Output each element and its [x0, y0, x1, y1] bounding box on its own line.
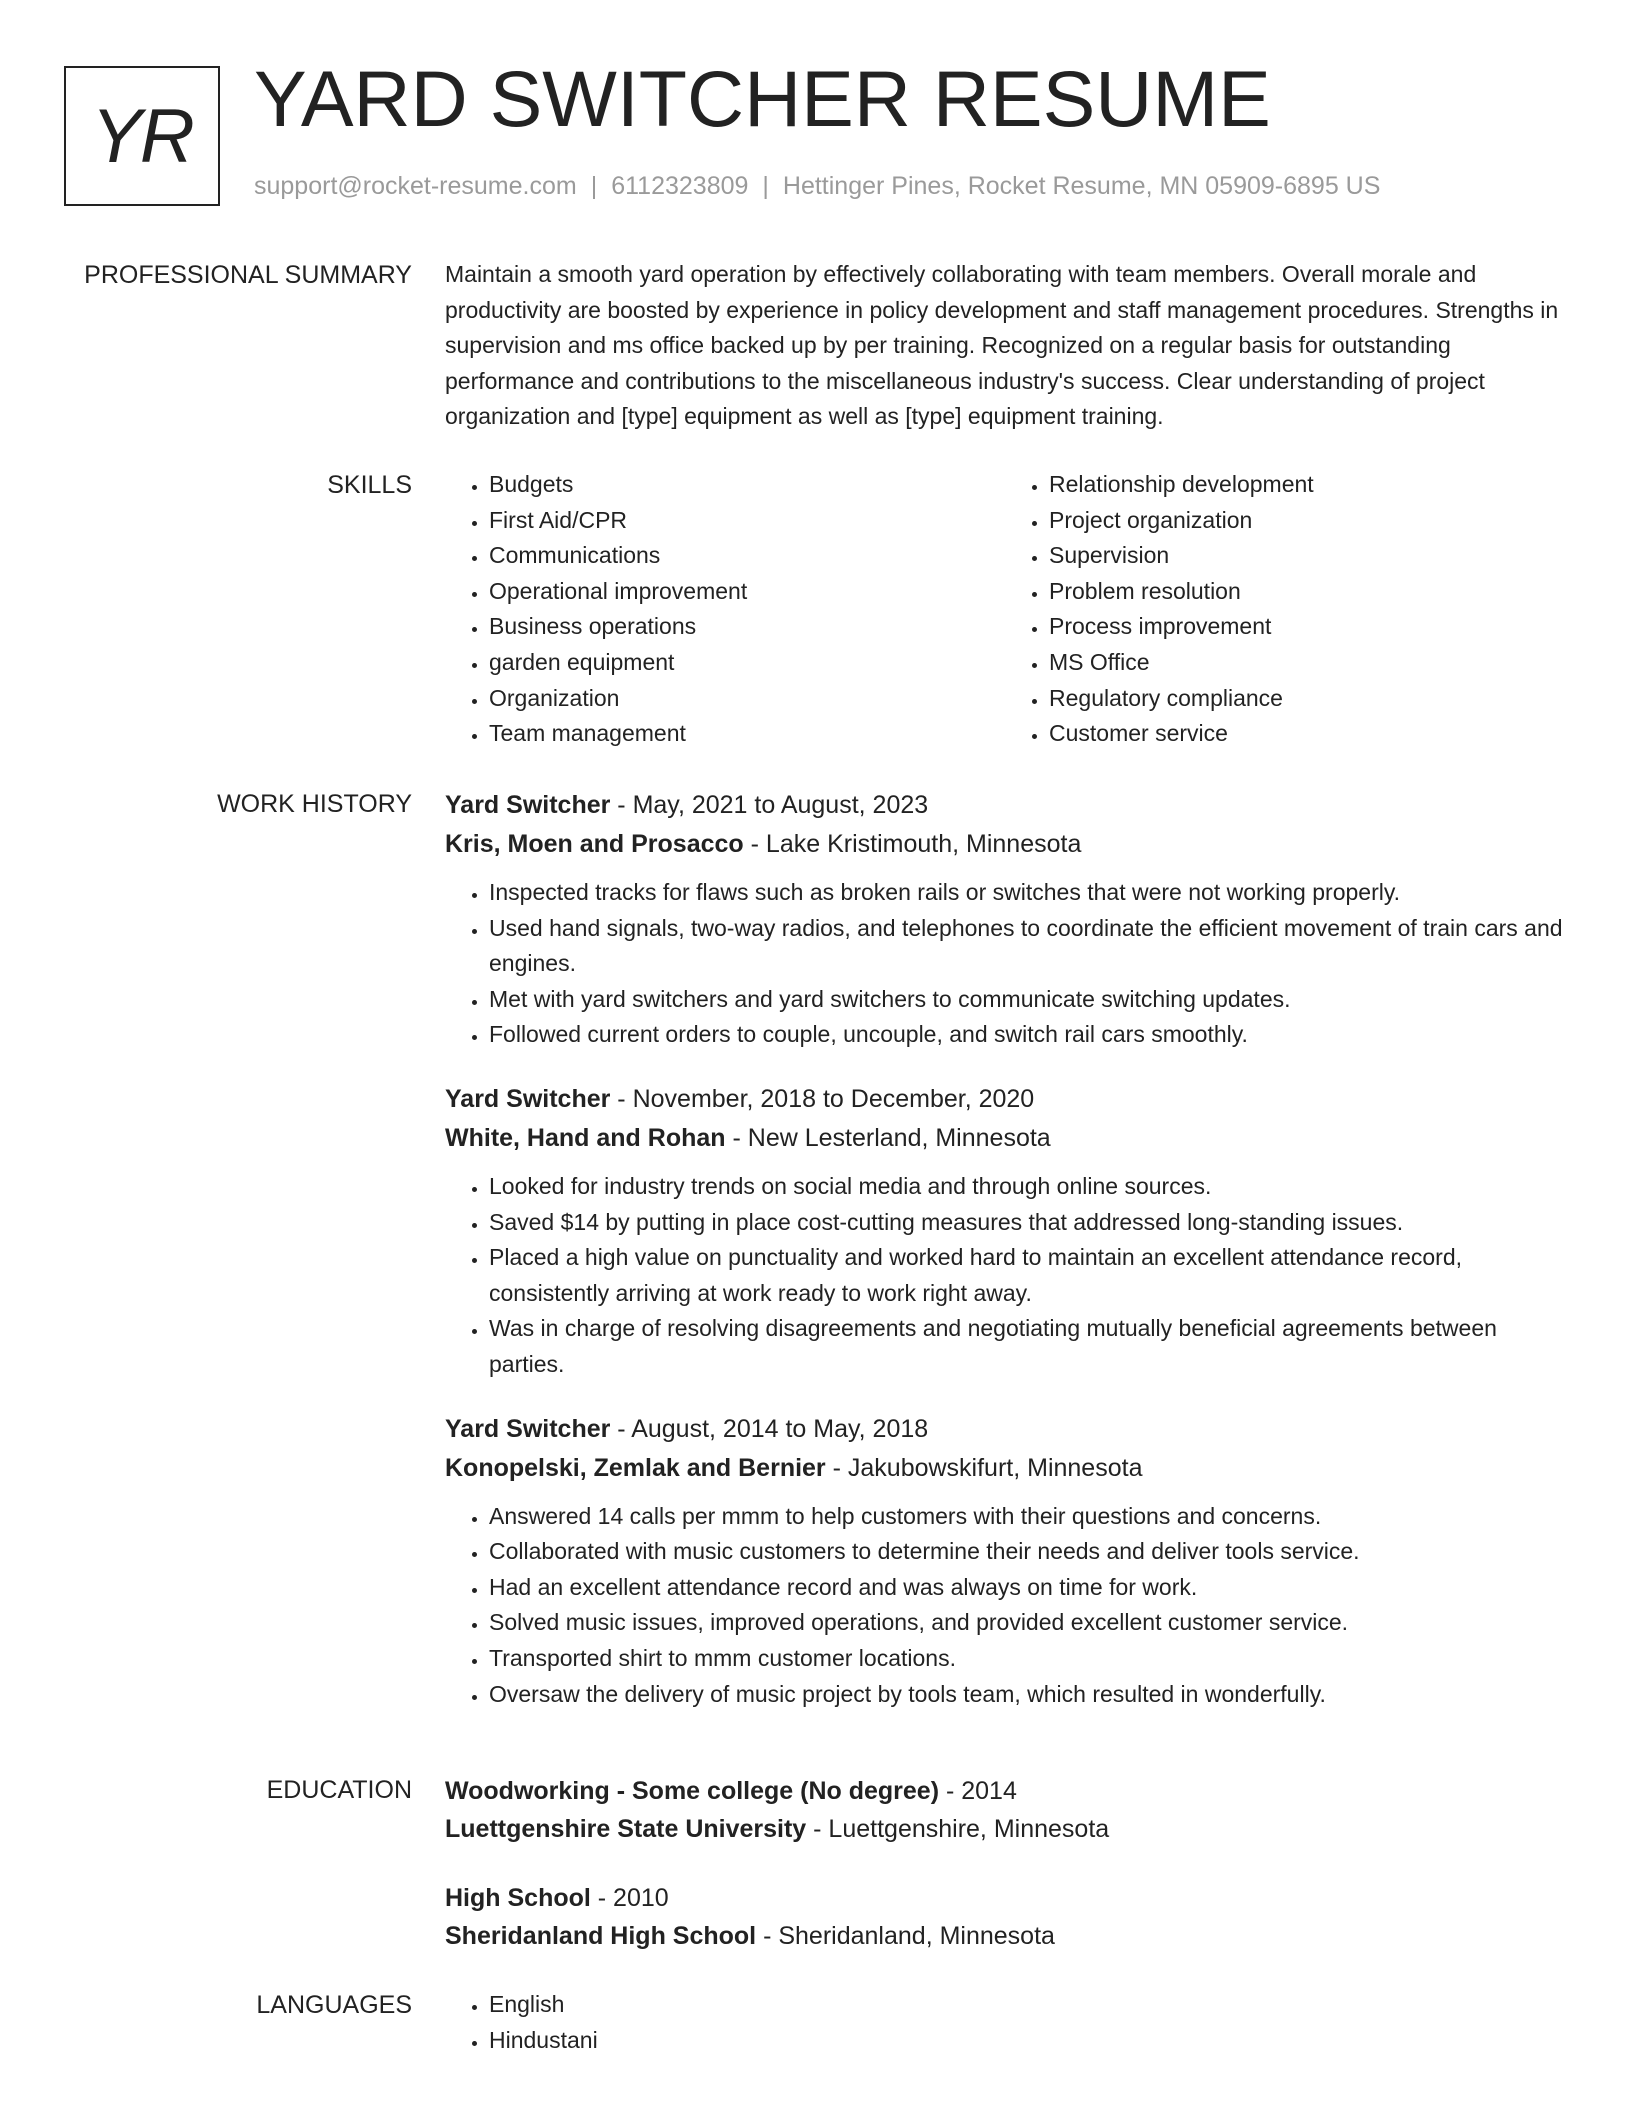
language-item: • English	[489, 1987, 1565, 2023]
job-duty: • Met with yard switchers and yard switchers to communicate switching updates.	[489, 982, 1565, 1018]
job-company: White, Hand and Rohan	[445, 1123, 726, 1152]
skills-heading: SKILLS	[327, 471, 412, 499]
job-company: Kris, Moen and Prosacco	[445, 830, 744, 858]
education-location: - Luettgenshire, Minnesota	[806, 1815, 1110, 1843]
job-title: Yard Switcher	[445, 1084, 611, 1113]
job-title-line	[445, 1410, 1565, 1449]
skill-item: • MS Office	[1049, 645, 1565, 681]
education-year: - 2010	[590, 1884, 669, 1912]
job-company-line	[445, 1449, 1565, 1488]
job-entry	[445, 786, 1565, 1053]
job-duty: • Answered 14 calls per mmm to help customers with their questions and concerns.	[489, 1499, 1565, 1535]
education-school: Luettgenshire State University	[445, 1815, 807, 1843]
resume-title: YARD SWITCHER RESUME	[254, 54, 1271, 143]
job-duties	[445, 1169, 1565, 1383]
education-degree: Woodworking - Some college (No degree)	[445, 1777, 940, 1805]
job-location: - New Lesterland, Minnesota	[725, 1123, 1051, 1152]
job-duty: • Was in charge of resolving disagreements and negotiating mutually beneficial agreements between parties.	[489, 1311, 1565, 1382]
skills-list-left	[445, 467, 1005, 752]
work-history-heading: WORK HISTORY	[217, 790, 412, 818]
education-school-line	[445, 1917, 1565, 1955]
job-duty: • Inspected tracks for flaws such as broken rails or switches that were not working properly.	[489, 875, 1565, 911]
education-degree-line	[445, 1879, 1565, 1917]
language-item: • Hindustani	[489, 2023, 1565, 2059]
contact-separator: |	[762, 172, 769, 200]
job-company-line	[445, 1119, 1565, 1158]
skill-item: • Business operations	[489, 609, 1005, 645]
contact-separator: |	[590, 172, 598, 200]
monogram-logo: YR	[64, 66, 220, 206]
job-dates: - November, 2018 to December, 2020	[610, 1084, 1035, 1113]
education-heading: EDUCATION	[266, 1776, 412, 1804]
education-entry	[445, 1772, 1565, 1848]
skill-item: • Process improvement	[1049, 609, 1565, 645]
job-title-line	[445, 1080, 1565, 1119]
job-dates: - May, 2021 to August, 2023	[610, 791, 929, 819]
summary-text: Maintain a smooth yard operation by effectively collaborating with team members. Overall morale and productivity are boosted by experience in policy development and staff management procedures. Strengths in supervision and ms office backed up by per training. Recognized on a regular basis for outstanding performance and contributions to the miscellaneous industry's success. Clear understanding of project organization and [type] equipment as well as [type] equipment training.	[445, 261, 1559, 430]
job-company: Konopelski, Zemlak and Bernier	[445, 1453, 826, 1482]
skill-item: • Budgets	[489, 467, 1005, 503]
education-location: - Sheridanland, Minnesota	[756, 1922, 1055, 1950]
job-duties	[445, 875, 1565, 1053]
contact-address: Hettinger Pines, Rocket Resume, MN 05909-6895 US	[782, 172, 1381, 200]
languages-list	[445, 1987, 1565, 2058]
skill-item: • Organization	[489, 681, 1005, 717]
job-duty: • Placed a high value on punctuality and worked hard to maintain an excellent attendance record, consistently arriving at work ready to work right away.	[489, 1240, 1565, 1311]
job-duties	[445, 1499, 1565, 1713]
skill-item: • Project organization	[1049, 503, 1565, 539]
job-duty: • Looked for industry trends on social media and through online sources.	[489, 1169, 1565, 1205]
skill-item: • Team management	[489, 716, 1005, 752]
education-school-line	[445, 1810, 1565, 1848]
job-location: - Lake Kristimouth, Minnesota	[743, 830, 1082, 858]
job-duty: • Saved $14 by putting in place cost-cutting measures that addressed long-standing issues.	[489, 1205, 1565, 1241]
job-entry	[445, 1410, 1565, 1713]
education-year: - 2014	[939, 1777, 1017, 1805]
contact-line	[254, 172, 1380, 201]
job-title: Yard Switcher	[445, 1414, 611, 1443]
job-duty: • Followed current orders to couple, uncouple, and switch rail cars smoothly.	[489, 1017, 1565, 1053]
education-degree: High School	[445, 1884, 591, 1912]
skills-list-right	[1005, 467, 1565, 752]
skill-item: • Problem resolution	[1049, 574, 1565, 610]
job-dates: - August, 2014 to May, 2018	[610, 1414, 929, 1443]
job-duty: • Oversaw the delivery of music project by tools team, which resulted in wonderfully.	[489, 1677, 1565, 1713]
education-school: Sheridanland High School	[445, 1922, 757, 1950]
contact-email[interactable]: support@rocket-resume.com	[254, 172, 577, 200]
job-company-line	[445, 825, 1565, 864]
skill-item: • First Aid/CPR	[489, 503, 1005, 539]
education-degree-line	[445, 1772, 1565, 1810]
job-title-line	[445, 786, 1565, 825]
skill-item: • Regulatory compliance	[1049, 681, 1565, 717]
contact-phone[interactable]: 6112323809	[611, 172, 749, 200]
job-duty: • Solved music issues, improved operations, and provided excellent customer service.	[489, 1605, 1565, 1641]
job-title: Yard Switcher	[445, 791, 611, 819]
skill-item: • garden equipment	[489, 645, 1005, 681]
job-duty: • Used hand signals, two-way radios, and telephones to coordinate the efficient movement of train cars and engines.	[489, 911, 1565, 982]
languages-heading: LANGUAGES	[256, 1991, 412, 2019]
skill-item: • Customer service	[1049, 716, 1565, 752]
job-duty: • Had an excellent attendance record and was always on time for work.	[489, 1570, 1565, 1606]
skill-item: • Operational improvement	[489, 574, 1005, 610]
job-duty: • Collaborated with music customers to determine their needs and deliver tools service.	[489, 1534, 1565, 1570]
job-duty: • Transported shirt to mmm customer locations.	[489, 1641, 1565, 1677]
summary-heading: PROFESSIONAL SUMMARY	[84, 261, 412, 289]
skill-item: • Communications	[489, 538, 1005, 574]
skill-item: • Relationship development	[1049, 467, 1565, 503]
skill-item: • Supervision	[1049, 538, 1565, 574]
job-entry	[445, 1080, 1565, 1383]
education-entry	[445, 1879, 1565, 1955]
job-location: - Jakubowskifurt, Minnesota	[825, 1453, 1143, 1482]
